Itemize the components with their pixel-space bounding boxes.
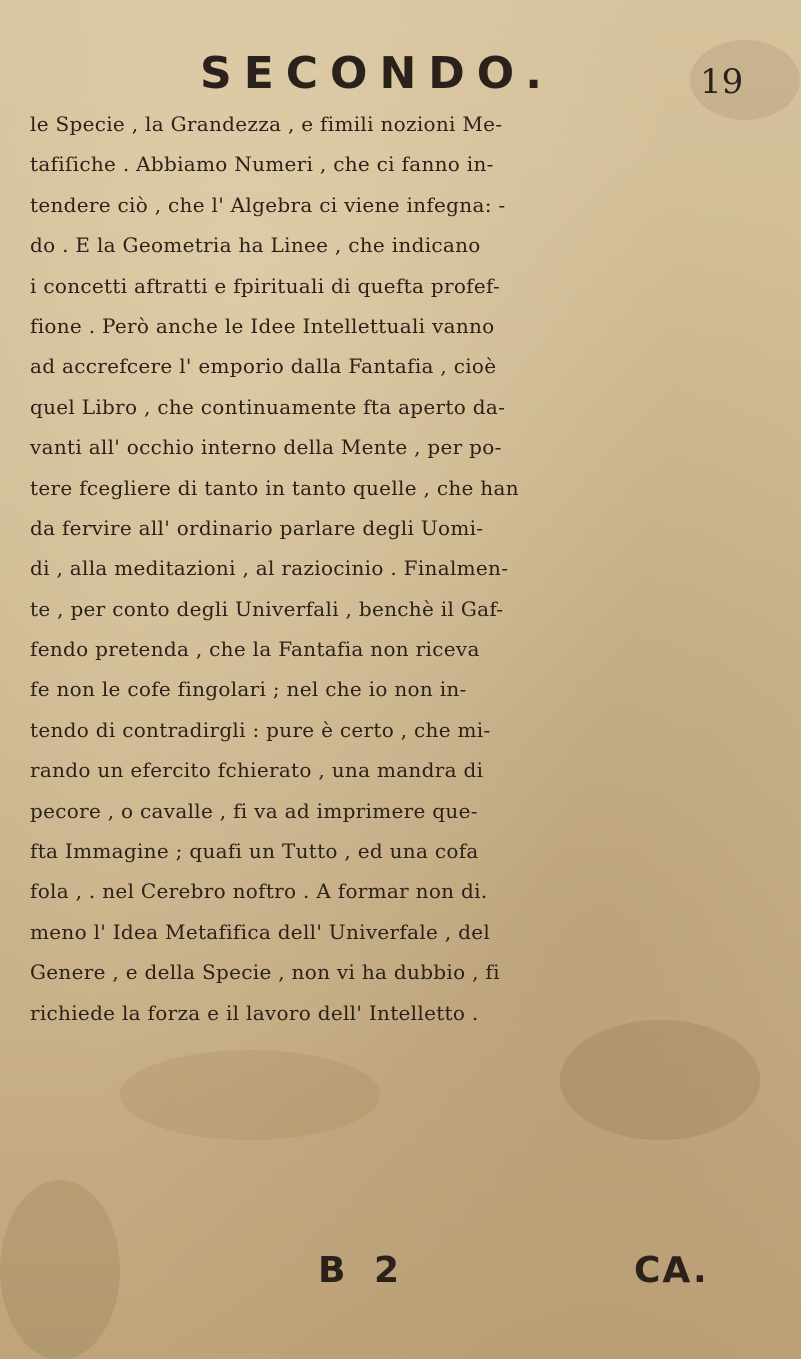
paper-stain [560, 1020, 760, 1140]
text-line: tendo di contradirgli : pure è certo , che mi- [30, 717, 491, 742]
text-line: te , per conto degli Univerfali , benchè il Gaf- [30, 596, 504, 621]
text-line: i concetti aftratti e fpirituali di quefta profef- [30, 273, 501, 298]
text-line: quel Libro , che continuamente fta aperto da- [30, 394, 506, 419]
text-line: le Specie , la Grandezza , e fimili nozioni Me- [30, 112, 503, 136]
text-line: richiede la forza e il lavoro dell' Intelletto . [30, 1000, 479, 1025]
text-line: do . E la Geometria ha Linee , che indicano [30, 233, 481, 258]
body-text [30, 104, 790, 1033]
text-line: da fervire all' ordinario parlare degli Uomi- [30, 515, 484, 540]
text-line: tafiſiche . Abbiamo Numeri , che ci fanno in- [30, 152, 494, 177]
text-line: rando un efercito fchierato , una mandra di [30, 758, 484, 783]
text-line: di , alla meditazioni , al raziocinio . Finalmen- [30, 556, 509, 581]
text-line: vanti all' occhio interno della Mente , per po- [30, 435, 502, 460]
text-line: fendo pretenda , che la Fantafia non riceva [30, 637, 480, 662]
catchword: CA. [634, 1250, 709, 1291]
text-line: tendere ciò , che l' Algebra ci viene infegna: - [30, 192, 506, 217]
page-header [0, 48, 801, 108]
paper-stain [120, 1050, 380, 1140]
text-line: fione . Però anche le Idee Intellettuali vanno [30, 313, 495, 338]
text-line: fta Immagine ; quafi un Tutto , ed una cofa [30, 839, 479, 864]
page-footer [0, 1250, 801, 1310]
text-line: Genere , e della Specie , non vi ha dubbio , fi [30, 960, 500, 985]
text-line: fola , . nel Cerebro noftro . A formar non di. [30, 879, 488, 904]
text-line: pecore , o cavalle , fi va ad imprimere que- [30, 798, 478, 823]
text-line: fe non le cofe fingolari ; nel che io non in- [30, 677, 467, 702]
page-number: 19 [700, 62, 744, 102]
running-title: SECONDO. [200, 48, 554, 99]
text-line: meno l' Idea Metafifica dell' Univerfale , del [30, 919, 491, 944]
text-line: tere fcegliere di tanto in tanto quelle , che han [30, 475, 519, 500]
text-line: ad accrefcere l' emporio dalla Fantafia , cioè [30, 354, 497, 379]
signature-mark: B 2 [318, 1250, 408, 1291]
